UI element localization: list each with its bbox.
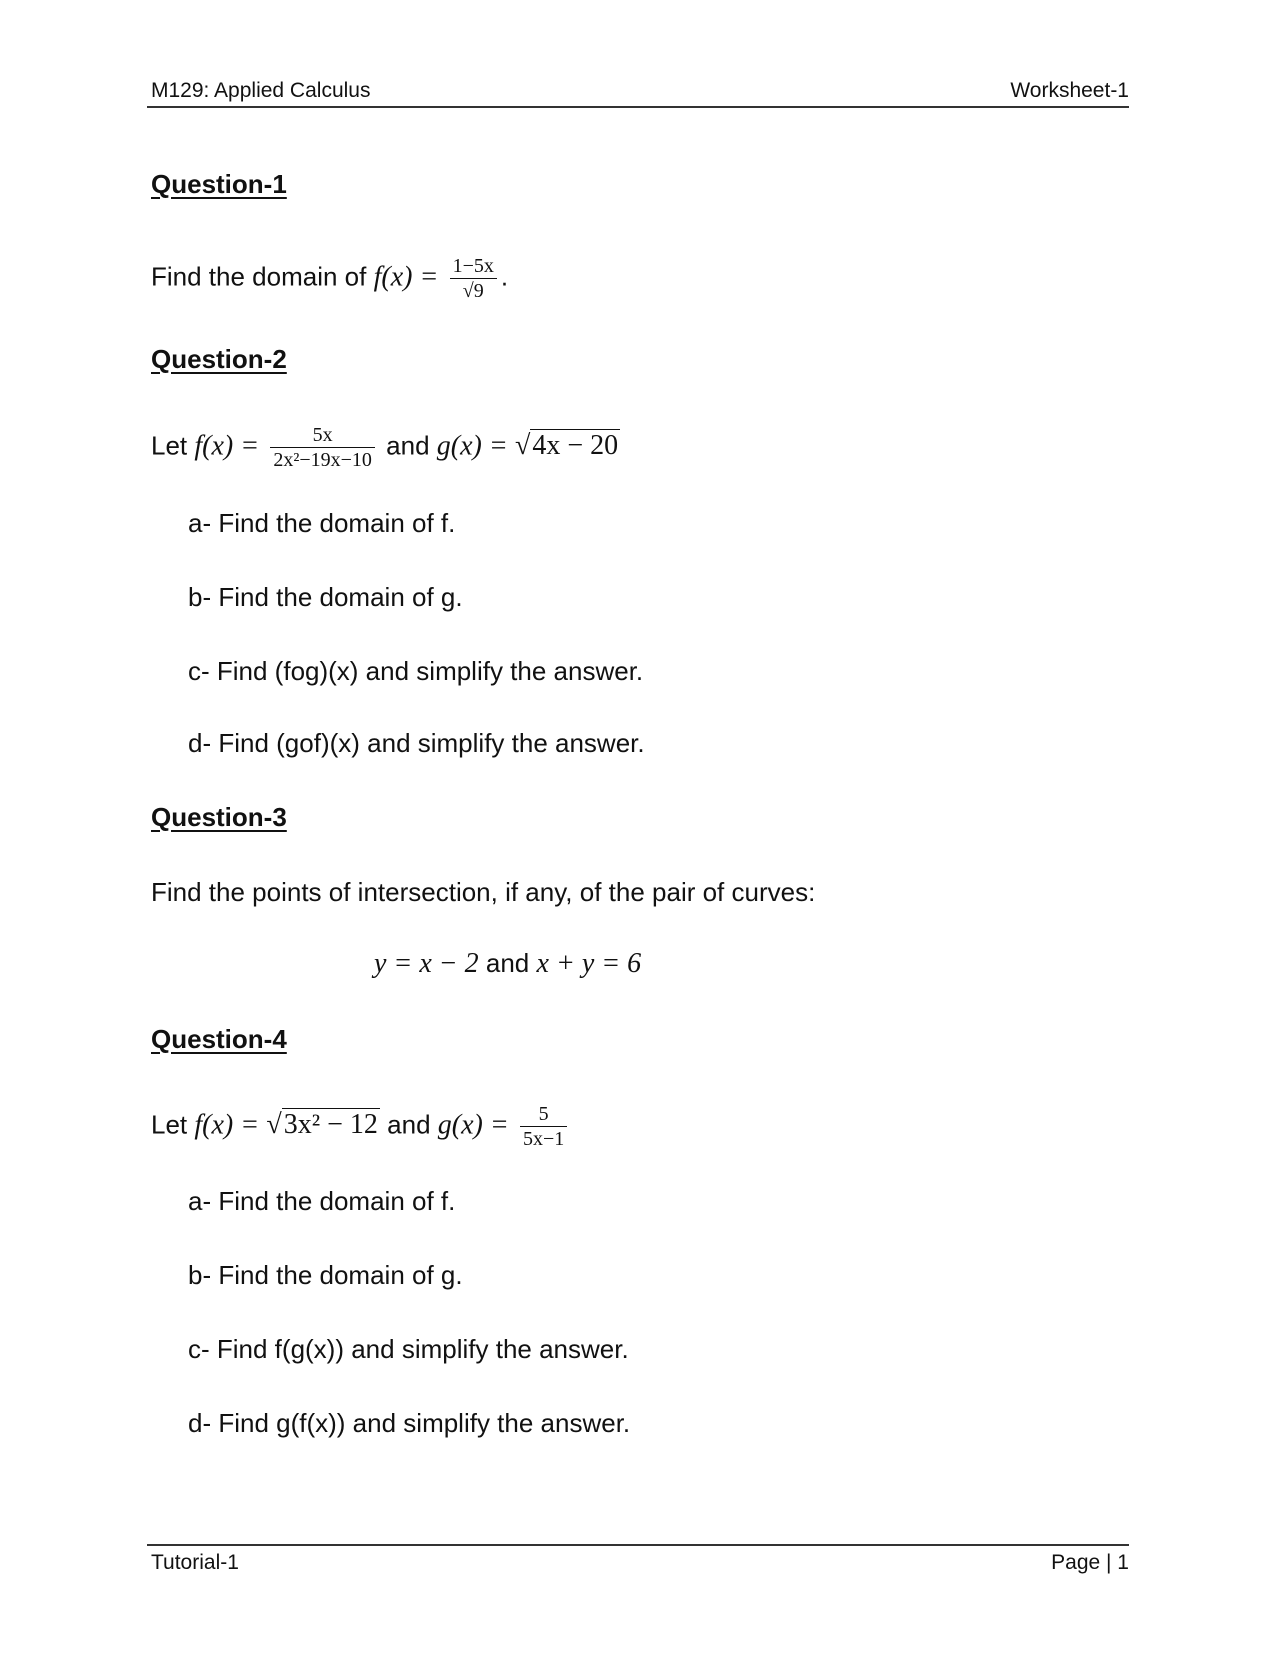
q2-g-radicand: 4x − 20 — [532, 430, 619, 462]
question-2-heading: Question-2 — [151, 344, 287, 374]
q2-and: and — [386, 430, 430, 461]
q4-item-b: b- Find the domain of g. — [188, 1260, 463, 1290]
q4-item-a: a- Find the domain of f. — [188, 1186, 456, 1216]
question-3-heading: Question-3 — [151, 802, 287, 832]
q3-equation-2: x + y = 6 — [536, 948, 642, 979]
q2-f-lhs: f(x) = — [194, 430, 260, 462]
q3-equation-1: y = x − 2 — [374, 948, 479, 979]
worksheet-label: Worksheet-1 — [1010, 79, 1129, 102]
course-title: M129: Applied Calculus — [151, 79, 371, 102]
q4-g-fraction — [520, 1102, 567, 1151]
q1-prompt: Find the domain of — [151, 261, 367, 292]
q4-f-sqrt: √3x² − 12 — [266, 1109, 378, 1141]
q4-item-c: c- Find f(g(x)) and simplify the answer. — [188, 1334, 629, 1364]
q1-numerator: 1−5x — [450, 254, 497, 279]
q2-item-a: a- Find the domain of f. — [188, 508, 456, 538]
q1-fraction — [450, 254, 497, 303]
q4-g-lhs: g(x) = — [437, 1109, 509, 1141]
q2-g-lhs: g(x) = — [436, 430, 508, 462]
q4-f-radicand: 3x² − 12 — [283, 1109, 378, 1141]
header-rule — [147, 106, 1129, 108]
q1-denominator: √9 — [462, 280, 484, 302]
q3-and: and — [485, 948, 530, 978]
question-2-definition — [151, 423, 620, 471]
footer-rule — [147, 1544, 1129, 1546]
q4-g-denominator: 5x−1 — [523, 1128, 565, 1150]
q1-period: . — [500, 261, 509, 292]
q2-item-b: b- Find the domain of g. — [188, 582, 463, 612]
footer-tutorial: Tutorial-1 — [151, 1551, 239, 1574]
q2-let: Let — [151, 430, 188, 461]
q1-lhs: f(x) = — [373, 261, 439, 293]
q3-text: Find the points of intersection, if any, of the pair of curves: — [151, 877, 816, 907]
q2-item-d: d- Find (gof)(x) and simplify the answer. — [188, 728, 645, 758]
q2-item-c: c- Find (fog)(x) and simplify the answer. — [188, 656, 644, 686]
question-4-heading: Question-4 — [151, 1024, 287, 1054]
q4-f-lhs: f(x) = — [194, 1109, 260, 1141]
q2-g-sqrt: √4x − 20 — [515, 430, 619, 462]
page-number: Page | 1 — [1051, 1551, 1129, 1574]
q2-f-denominator: 2x²−19x−10 — [273, 449, 372, 471]
q4-let: Let — [151, 1109, 188, 1140]
q2-f-fraction — [270, 423, 375, 472]
question-1-heading: Question-1 — [151, 169, 287, 199]
question-4-definition — [151, 1102, 571, 1150]
q2-f-numerator: 5x — [270, 423, 375, 448]
q1-radicand: 9 — [473, 280, 484, 302]
q4-g-numerator: 5 — [520, 1102, 567, 1127]
q4-item-d: d- Find g(f(x)) and simplify the answer. — [188, 1408, 631, 1438]
q4-and: and — [387, 1109, 431, 1140]
q3-equations — [374, 946, 641, 980]
question-1-text — [151, 254, 509, 302]
